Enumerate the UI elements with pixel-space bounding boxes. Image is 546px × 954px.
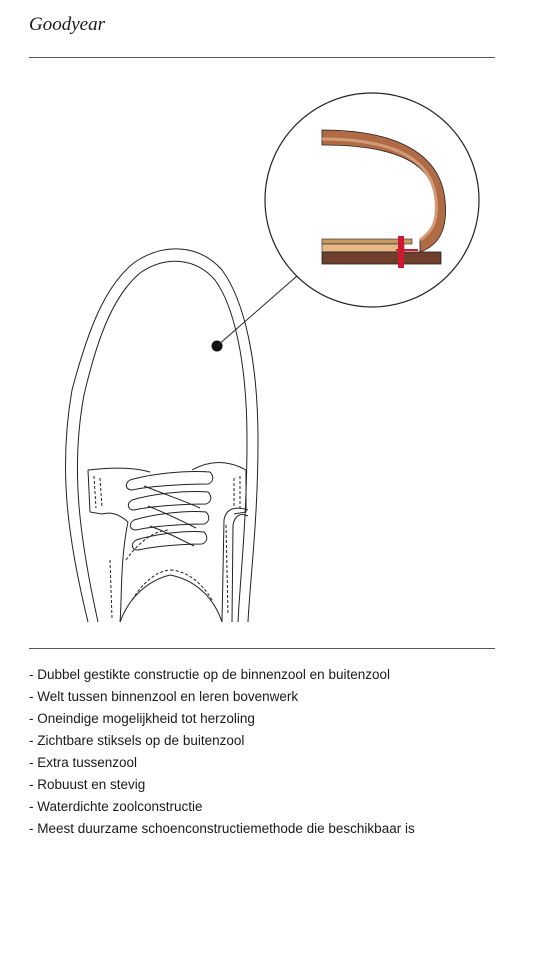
feature-item: - Zichtbare stiksels op de buitenzool [29,733,245,748]
feature-item: - Robuust en stevig [29,777,146,792]
feature-item: - Dubbel gestikte constructie op de binnenzool en buitenzool [29,667,390,682]
feature-list [29,664,415,840]
zoom-cross-section [265,93,479,307]
feature-item: - Oneindige mogelijkheid tot herzoling [29,711,255,726]
feature-item: - Welt tussen binnenzool en leren bovenwerk [29,689,299,704]
feature-item: - Meest duurzame schoenconstructiemethode die beschikbaar is [29,821,415,836]
shoe-outline [65,249,258,622]
goodyear-welt-illustration [0,60,546,640]
feature-item: - Waterdichte zoolconstructie [29,799,203,814]
pointer-line [217,276,297,346]
bottom-divider [29,648,495,649]
top-divider [29,57,495,58]
feature-item: - Extra tussenzool [29,755,138,770]
page-title: Goodyear [29,14,105,35]
